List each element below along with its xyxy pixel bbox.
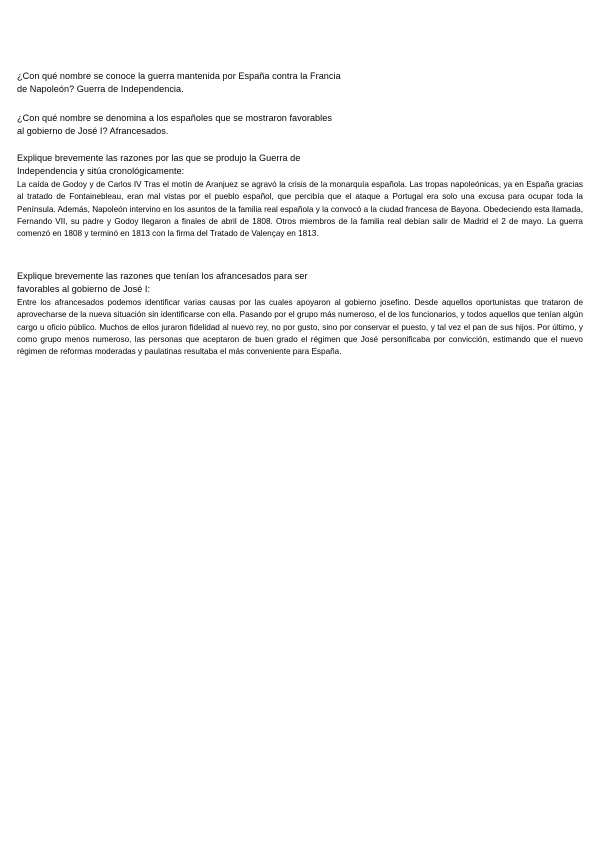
question-1 xyxy=(17,70,341,95)
question-4-line-1: Explique brevemente las razones que tenían los afrancesados para ser xyxy=(17,271,308,281)
question-2-line-1: ¿Con qué nombre se denomina a los españoles que se mostraron favorables xyxy=(17,113,332,123)
answer-4: Entre los afrancesados podemos identificar varias causas por las cuales apoyaron al gobierno josefino. Desde aquellos oportunistas que trataron de aprovecharse de la nueva situación sin identificarse con ella. Pasando por el grupo más numeroso, el de los funcionarios, y todos aquellos que tenían algún cargo u oficio público. Muchos de ellos juraron fidelidad al nuevo rey, no por gusto, sino por conservar el puesto, y tal vez el pan de sus hijos. Por último, y como grupo menos numeroso, las personas que aceptaron de buen grado el régimen que José personificaba por convicción, estimando que el nuevo régimen de reformas moderadas y paulatinas resultaba el más conveniente para España. xyxy=(17,298,583,357)
question-4-line-2: favorables al gobierno de José I: xyxy=(17,283,151,294)
question-1-line-2: de Napoleón? Guerra de Independencia. xyxy=(17,83,184,94)
question-1-line-1: ¿Con qué nombre se conoce la guerra mantenida por España contra la Francia xyxy=(17,71,341,81)
question-3-line-1: Explique brevemente las razones por las que se produjo la Guerra de xyxy=(17,153,301,163)
question-2-line-2: al gobierno de José I? Afrancesados. xyxy=(17,125,169,136)
question-2 xyxy=(17,112,332,137)
question-3 xyxy=(17,152,300,177)
question-4 xyxy=(17,270,308,295)
question-3-line-2: Independencia y sitúa cronológicamente: xyxy=(17,165,185,176)
answer-3: La caída de Godoy y de Carlos IV Tras el motín de Aranjuez se agravó la crisis de la monarquía española. Las tropas napoleónicas, ya en España gracias al tratado de Fontainebleau, eran mal vistas por el pueblo español, que percibía que el ataque a Portugal era solo una excusa para ocupar toda la Península. Además, Napoleón intervino en los asuntos de la familia real española y la convocó a la ciudad francesa de Bayona. Obedeciendo esta llamada, Fernando VII, su padre y Godoy llegaron a finales de abril de 1808. Otros miembros de la familia real debían salir de Madrid el 2 de mayo. La guerra comenzó en 1808 y terminó en 1813 con la firma del Tratado de Valençay en 1813. xyxy=(17,180,583,239)
